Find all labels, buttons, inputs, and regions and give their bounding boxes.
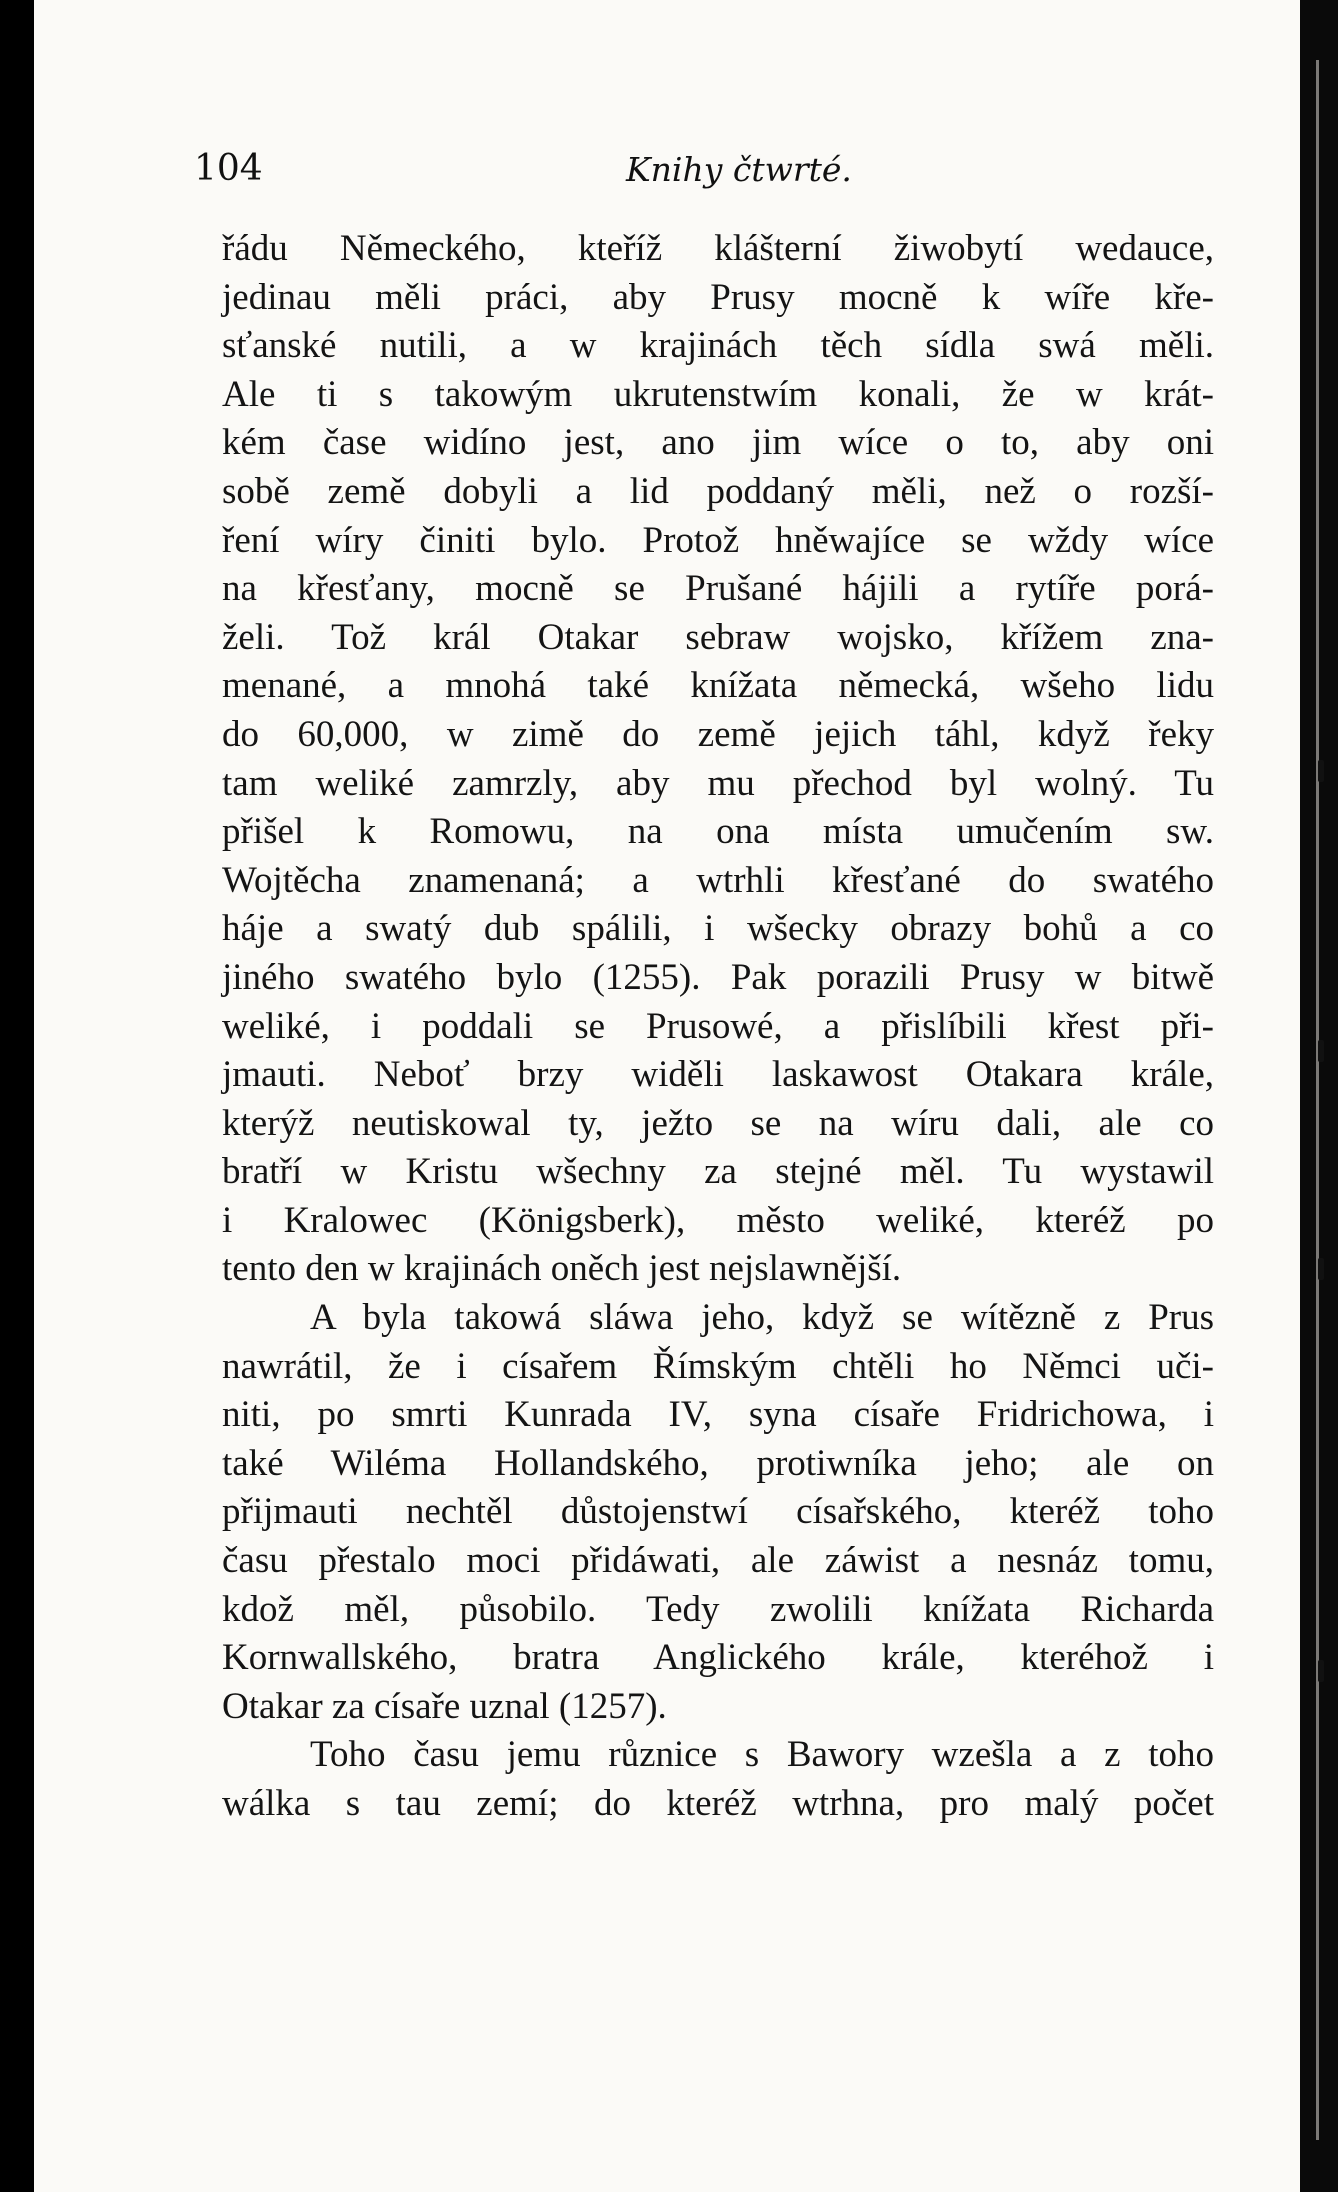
page-number: 104 (194, 148, 263, 189)
text-line: na křesťany, mocně se Prušané hájili a rytíře porá- (222, 568, 1214, 610)
text-line: háje a swatý dub spálili, i wšecky obrazy bohů a co (222, 908, 1214, 950)
text-line: jedinau měli práci, aby Prusy mocně k wíře kře- (222, 276, 1214, 318)
paragraph-start-line: Toho času jemu různice s Bawory wzešla a z toho (310, 1734, 1214, 1776)
text-line: niti, po smrti Kunrada IV, syna císaře Fridrichowa, i (222, 1394, 1214, 1436)
text-line: Ale ti s takowým ukrutenstwím konali, že w krát- (222, 373, 1214, 415)
text-line: menané, a mnohá také knížata německá, wšeho lidu (222, 665, 1214, 707)
page-header (34, 148, 1300, 208)
book-spine-edge (1300, 0, 1338, 2192)
paragraph-start-line: A byla takowá sláwa jeho, když se wítězně z Prus (310, 1297, 1214, 1339)
text-line: sobě země dobyli a lid poddaný měli, než o rozší- (222, 470, 1214, 512)
text-line: bratří w Kristu wšechny za stejné měl. Tu wystawil (222, 1151, 1214, 1193)
text-line: tam weliké zamrzly, aby mu přechod byl wolný. Tu (222, 762, 1214, 804)
text-line: nawrátil, že i císařem Římským chtěli ho Němci uči- (222, 1345, 1214, 1387)
text-line: přijmauti nechtěl důstojenstwí císařského, kteréž toho (222, 1491, 1214, 1533)
running-head: Knihy čtwrté. (626, 150, 852, 189)
text-line: kdož měl, působilo. Tedy zwolili knížata Richarda (222, 1588, 1214, 1630)
text-line: ření wíry činiti bylo. Protož hněwajíce se wždy wíce (222, 519, 1214, 561)
text-line: Wojtěcha znamenaná; a wtrhli křesťané do swatého (222, 859, 1214, 901)
text-line: Kornwallského, bratra Anglického krále, kteréhož i (222, 1637, 1214, 1679)
book-page (34, 0, 1300, 2192)
text-line: řádu Německého, kteříž klášterní žiwobytí wedauce, (222, 228, 1214, 269)
text-line: kém čase widíno jest, ano jim wíce o to, aby oni (222, 422, 1214, 464)
text-line: wálka s tau zemí; do kteréž wtrhna, pro malý počet (222, 1783, 1214, 1824)
text-line: jiného swatého bylo (1255). Pak porazili Prusy w bitwě (222, 956, 1214, 998)
gutter-line (1316, 60, 1319, 2140)
text-line: do 60,000, w zimě do země jejich táhl, když řeky (222, 713, 1214, 755)
body-text (222, 225, 1214, 1829)
margin-mark (1318, 1258, 1324, 1280)
margin-mark (1318, 1660, 1324, 1682)
text-line: i Kralowec (Königsberk), město weliké, kteréž po (222, 1199, 1214, 1241)
text-line: jmauti. Neboť brzy widěli laskawost Otakara krále, (222, 1054, 1214, 1096)
text-line: také Wiléma Hollandského, protiwníka jeho; ale on (222, 1442, 1214, 1484)
margin-mark (1318, 760, 1324, 782)
text-line: sťanské nutili, a w krajinách těch sídla swá měli. (222, 325, 1214, 367)
text-line: želi. Tož král Otakar sebraw wojsko, křížem zna- (222, 616, 1214, 658)
paragraph-end-line: Otakar za císaře uznal (1257). (222, 1685, 667, 1727)
text-line: kterýž neutiskowal ty, ježto se na wíru dali, ale co (222, 1102, 1214, 1144)
margin-mark (1318, 1040, 1324, 1062)
text-line: přišel k Romowu, na ona místa umučením sw. (222, 811, 1214, 853)
text-line: času přestalo moci přidáwati, ale záwist a nesnáz tomu, (222, 1540, 1214, 1582)
text-line: weliké, i poddali se Prusowé, a přislíbili křest při- (222, 1005, 1214, 1047)
paragraph-end-line: tento den w krajinách oněch jest nejslawnější. (222, 1248, 902, 1290)
